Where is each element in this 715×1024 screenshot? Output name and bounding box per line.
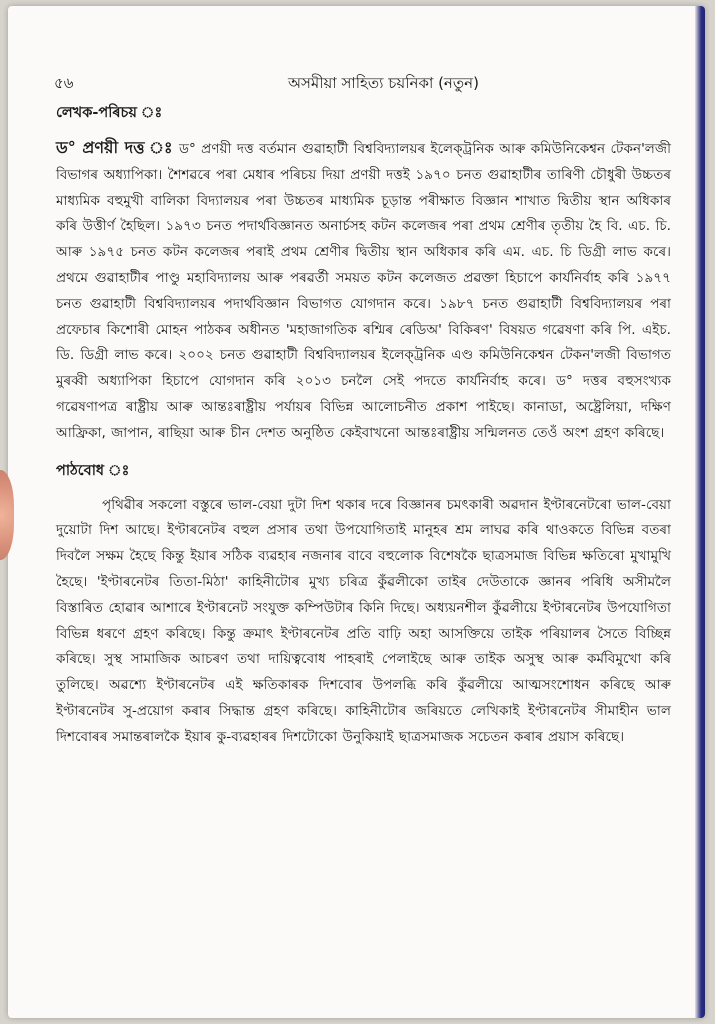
page-header (38, 72, 675, 94)
running-title: অসমীয়া সাহিত্য চয়নিকা (নতুন) (288, 74, 479, 92)
author-intro-heading: লেখক-পৰিচয় ঃ (56, 105, 163, 121)
author-bio-paragraph (56, 135, 671, 447)
book-page (8, 6, 705, 1018)
page-content (56, 101, 671, 751)
page-number: ৫৬ (54, 74, 74, 92)
author-bio-text: ড° প্ৰণয়ী দত্ত বৰ্তমান গুৱাহাটী বিশ্ববিদ্যালয়ৰ ইলেক্‌ট্ৰনিক আৰু কমিউনিকেশ্বন টেকন'লজী বিভাগৰ অধ্যাপিকা। শৈশৱৰে পৰা মেধাৰ পৰিচয় দিয়া প্ৰণয়ী দত্তই ১৯৭০ চনত গুৱাহাটীৰ তাৰিণী চৌধুৰী উচ্চতৰ মাধ্যমিক বহুমুখী বালিকা বিদ্যালয়ৰ পৰা উচ্চতৰ মাধ্যমিক চূড়ান্ত পৰীক্ষাত বিজ্ঞান শাখাত দ্বিতীয় স্থান অধিকাৰ কৰি উত্তীৰ্ণ হৈছিল। ১৯৭৩ চনত পদাৰ্থবিজ্ঞানত অনাৰ্চসহ কটন কলেজৰ পৰা প্ৰথম শ্ৰেণীৰ তৃতীয় হৈ বি. এচ. চি. আৰু ১৯৭৫ চনত কটন কলেজৰ পৰাই প্ৰথম শ্ৰেণীৰ দ্বিতীয় স্থান অধিকাৰ কৰি এম. এচ. চি ডিগ্ৰী লাভ কৰে। প্ৰথমে গুৱাহাটীৰ পাণ্ডু মহাবিদ্যালয় আৰু পৰৱৰ্তী সময়ত কটন কলেজত প্ৰৱক্তা হিচাপে কাৰ্যনিৰ্বাহ কৰি ১৯৭৭ চনত গুৱাহাটী বিশ্ববিদ্যালয়ৰ পদাৰ্থবিজ্ঞান বিভাগত যোগদান কৰে। ১৯৮৭ চনত গুৱাহাটী বিশ্ববিদ্যালয়ৰ পৰা প্ৰফেচাৰ কিশোৰী মোহন পাঠকৰ অধীনত 'মহাজাগতিক ৰশ্মিৰ ৰেডিঅ' বিকিৰণ' বিষয়ত গৱেষণা কৰি পি. এইচ. ডি. ডিগ্ৰী লাভ কৰে। ২০০২ চনত গুৱাহাটী বিশ্ববিদ্যালয়ৰ ইলেক্‌ট্ৰনিক এণ্ড কমিউনিকেশ্বন টেকন'লজী বিভাগত মুৰব্বী অধ্যাপিকা হিচাপে যোগদান কৰি ২০১৩ চনলৈ সেই পদতে কাৰ্যনিৰ্বাহ কৰে। ড° দত্তৰ বহুসংখ্যক গৱেষণাপত্ৰ ৰাষ্ট্ৰীয় আৰু আন্তঃৰাষ্ট্ৰীয় পৰ্যায়ৰ বিভিন্ন আলোচনীত প্ৰকাশ পাইছে। কানাডা, অষ্ট্ৰেলিয়া, দক্ষিণ আফ্ৰিকা, জাপান, ৰাছিয়া আৰু চীন দেশত অনুষ্ঠিত কেইবাখনো আন্তঃৰাষ্ট্ৰীয় সন্মিলনত তেওঁ অংশ গ্ৰহণ কৰিছে। (56, 141, 671, 441)
summary-paragraph: পৃথিৱীৰ সকলো বস্তুৰে ভাল-বেয়া দুটা দিশ থকাৰ দৰে বিজ্ঞানৰ চমৎকাৰী অৱদান ইণ্টাৰনেটৰো ভাল-বেয়া দুয়োটা দিশ আছে। ইণ্টাৰনেটৰ বহুল প্ৰসাৰ তথা উপযোগিতাই মানুহৰ শ্ৰম লাঘৱ কৰি থাওকতে বিভিন্ন বতৰা দিবলৈ সক্ষম হৈছে কিন্তু ইয়াৰ সঠিক ব্যৱহাৰ নজনাৰ বাবে বহুলোক বিশেষকৈ ছাত্ৰসমাজ বিভিন্ন ক্ষতিৰো মুখামুখি হৈছে। 'ইণ্টাৰনেটৰ তিতা-মিঠা' কাহিনীটোৰ মুখ্য চৰিত্ৰ কুঁৱলীকো তাইৰ দেউতাকে জ্ঞানৰ পৰিধি অসীমলৈ বিস্তাৰিত হোৱাৰ আশাৰে ইণ্টাৰনেট সংযুক্ত কম্পিউটাৰ কিনি দিছে। অধ্যয়নশীল কুঁৱলীয়ে ইণ্টাৰনেটৰ উপযোগিতা বিভিন্ন ধৰণে গ্ৰহণ কৰিছে। কিন্তু ক্ৰমাৎ ইণ্টাৰনেটৰ প্ৰতি বাঢ়ি অহা আসক্তিয়ে তাইক পৰিয়ালৰ সৈতে বিচ্ছিন্ন কৰিছে। সুস্থ সামাজিক আচৰণ তথা দায়িত্ববোধ পাহৰাই পেলাইছে আৰু তাইক অসুস্থ আৰু কৰ্মবিমুখো কৰি তুলিছে। অৱশ্যে ইণ্টাৰনেটৰ এই ক্ষতিকাৰক দিশবোৰ উপলব্ধি কৰি কুঁৱলীয়ে আত্মসংশোধন কৰিছে আৰু ইণ্টাৰনেটৰ সু-প্ৰয়োগ কৰাৰ সিদ্ধান্ত গ্ৰহণ কৰিছে। কাহিনীটোৰ জৰিয়তে লেখিকাই ইণ্টাৰনেটৰ সীমাহীন ভাল দিশবোৰৰ সমান্তৰালকৈ ইয়াৰ কু-ব্যৱহাৰৰ দিশটোকো উনুকিয়াই ছাত্ৰসমাজক সচেতন কৰাৰ প্ৰয়াস কৰিছে। (56, 496, 671, 745)
book-spine-edge (695, 6, 705, 1018)
author-name: ড° প্ৰণয়ী দত্ত ঃ (56, 138, 174, 157)
summary-heading: পাঠবোধ ঃ (56, 462, 130, 479)
